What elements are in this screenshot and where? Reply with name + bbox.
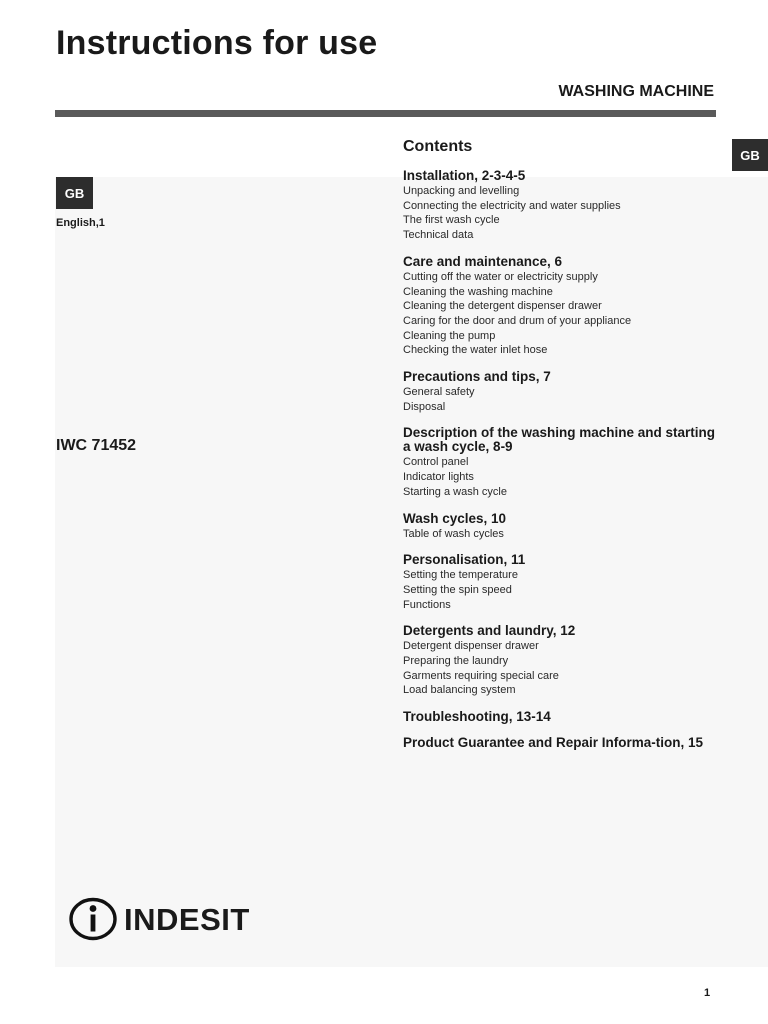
contents-subitem: Load balancing system — [403, 684, 516, 697]
contents-section — [403, 512, 723, 542]
contents-section — [403, 169, 723, 243]
contents-subitem: Checking the water inlet hose — [403, 344, 548, 357]
contents-section-title: Description of the washing machine and starting a wash cycle, 8-9 — [403, 425, 716, 455]
contents-subitem: Indicator lights — [403, 471, 474, 484]
contents-subitem: Starting a wash cycle — [403, 485, 507, 498]
contents-section — [403, 255, 723, 358]
contents-heading: Contents — [403, 138, 473, 155]
contents-subitem: Technical data — [403, 229, 474, 242]
contents-subitems — [403, 568, 723, 612]
brand-logo — [68, 897, 250, 941]
contents-subitem: General safety — [403, 386, 475, 399]
contents-subitem: Cleaning the pump — [403, 329, 496, 342]
contents-subitem: Unpacking and levelling — [403, 185, 520, 197]
contents-subitem: Setting the spin speed — [403, 583, 512, 596]
contents-subitem: Caring for the door and drum of your appliance — [403, 314, 632, 327]
contents-section-title: Product Guarantee and Repair Informa-tion, 15 — [403, 735, 704, 751]
contents-subitem: Control panel — [403, 456, 469, 469]
contents-subitem: Garments requiring special care — [403, 669, 559, 682]
contents-subitem: Disposal — [403, 400, 446, 413]
contents-sections — [403, 169, 723, 750]
contents-section — [403, 710, 723, 724]
product-type-heading: WASHING MACHINE — [558, 83, 714, 100]
contents-section — [403, 426, 723, 499]
contents-subitem: Setting the temperature — [403, 569, 518, 582]
contents-subitem: The first wash cycle — [403, 214, 500, 227]
contents-subitem: Cleaning the detergent dispenser drawer — [403, 300, 602, 313]
contents-section-title: Installation, 2-3-4-5 — [403, 168, 526, 183]
contents-section — [403, 624, 723, 698]
contents-subitems — [403, 639, 723, 698]
contents-section-title: Troubleshooting, 13-14 — [403, 709, 551, 725]
contents-section-title: Care and maintenance, 6 — [403, 253, 563, 269]
contents-subitems — [403, 455, 723, 499]
contents-subitems — [403, 270, 723, 358]
language-index: English,1 — [56, 217, 105, 229]
contents-section-title: Wash cycles, 10 — [403, 510, 507, 526]
contents-subitem: Cutting off the water or electricity supply — [403, 270, 598, 283]
contents-subitem: Table of wash cycles — [403, 527, 504, 540]
contents-subitem: Detergent dispenser drawer — [403, 640, 539, 653]
brand-name: INDESIT — [124, 901, 250, 937]
contents-section-title: Precautions and tips, 7 — [403, 369, 551, 385]
language-tab-right: GB — [732, 139, 768, 171]
contents-section-title: Personalisation, 11 — [403, 552, 526, 568]
contents-subitem: Preparing the laundry — [403, 655, 509, 668]
contents-section — [403, 370, 723, 414]
contents-subitems — [403, 385, 723, 414]
contents-subitems — [403, 527, 723, 542]
page-title: Instructions for use — [56, 24, 378, 62]
page-number: 1 — [704, 987, 711, 999]
contents-subitem: Functions — [403, 598, 451, 611]
contents-section — [403, 553, 723, 612]
contents-section — [403, 736, 723, 750]
model-number: IWC 71452 — [56, 437, 137, 454]
language-badge-left: GB — [56, 177, 93, 209]
contents-subitems — [403, 184, 723, 243]
contents-subitem: Connecting the electricity and water supplies — [403, 199, 621, 212]
contents-subitem: Cleaning the washing machine — [403, 285, 553, 298]
indesit-emblem-icon — [68, 897, 118, 941]
contents-section-title: Detergents and laundry, 12 — [403, 623, 576, 639]
header-divider — [55, 110, 716, 117]
table-of-contents — [403, 138, 723, 762]
